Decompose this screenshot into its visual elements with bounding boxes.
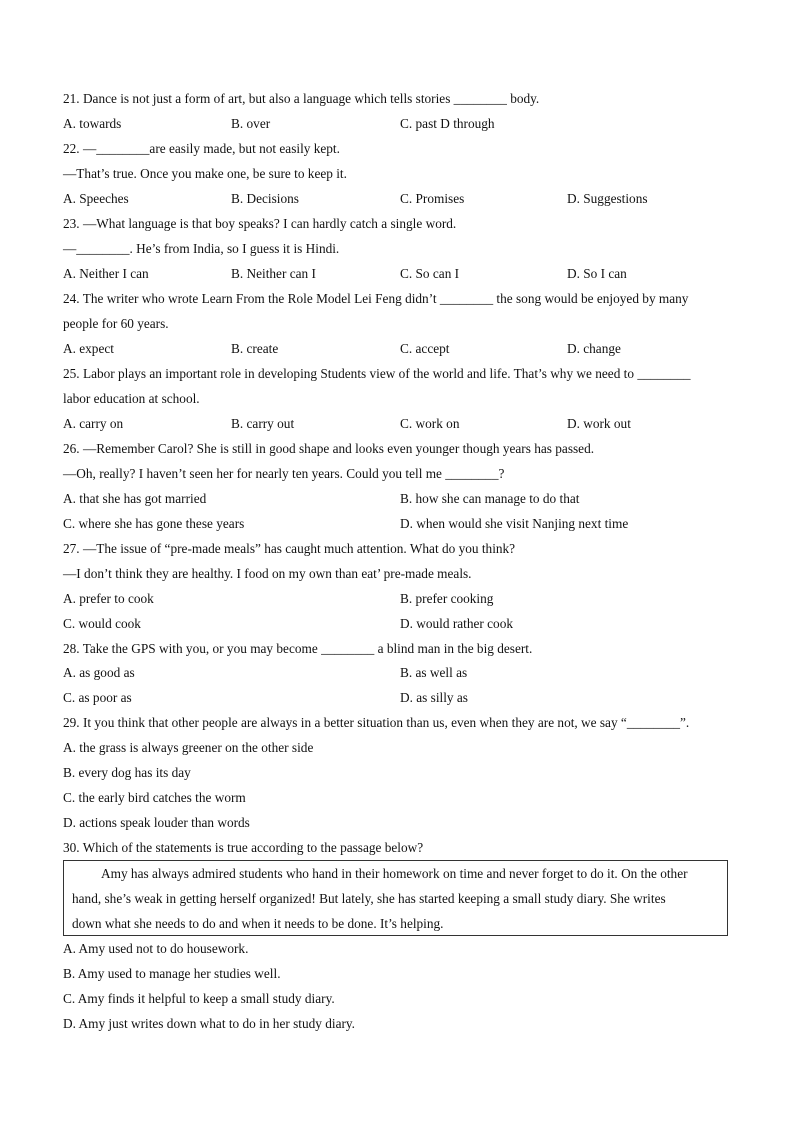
q28-stem: 28. Take the GPS with you, or you may become ________ a blind man in the big desert.: [63, 641, 533, 656]
q29-option-b: B. every dog has its day: [63, 765, 191, 780]
q29-option-d: D. actions speak louder than words: [63, 815, 250, 830]
q26-option-b: B. how she can manage to do that: [400, 491, 580, 506]
q27-stem-reply: —I don’t think they are healthy. I food on my own than eat’ pre-made meals.: [63, 566, 472, 581]
q24-option-b: B. create: [231, 341, 279, 356]
q26-option-d: D. when would she visit Nanjing next time: [400, 516, 629, 531]
q23-stem: 23. —What language is that boy speaks? I can hardly catch a single word.: [63, 216, 457, 231]
q30-option-a: A. Amy used not to do housework.: [63, 941, 249, 956]
q21-stem: 21. Dance is not just a form of art, but also a language which tells stories ________ body.: [63, 91, 540, 106]
q21-option-a: A. towards: [63, 116, 122, 131]
q24-stem: 24. The writer who wrote Learn From the Role Model Lei Feng didn’t ________ the song would be enjoyed by many: [63, 291, 689, 306]
q25-stem: 25. Labor plays an important role in developing Students view of the world and life. That’s why we need to ________: [63, 366, 691, 381]
q22-option-a: A. Speeches: [63, 191, 129, 206]
q25-option-a: A. carry on: [63, 416, 124, 431]
q28-option-d: D. as silly as: [400, 690, 468, 705]
passage-line: Amy has always admired students who hand in their homework on time and never forget to do it. On the other: [101, 866, 688, 881]
q25-option-d: D. work out: [567, 416, 631, 431]
q26-stem: 26. —Remember Carol? She is still in good shape and looks even younger though years has passed.: [63, 441, 595, 456]
q25-stem-cont: labor education at school.: [63, 391, 200, 406]
q27-option-b: B. prefer cooking: [400, 591, 494, 606]
q24-option-a: A. expect: [63, 341, 114, 356]
q23-option-b: B. Neither can I: [231, 266, 316, 281]
q22-option-d: D. Suggestions: [567, 191, 648, 206]
q29-option-c: C. the early bird catches the worm: [63, 790, 246, 805]
q21-option-b: B. over: [231, 116, 271, 131]
q29-stem: 29. It you think that other people are always in a better situation than us, even when they are not, we say “________”.: [63, 715, 690, 730]
q30-stem: 30. Which of the statements is true according to the passage below?: [63, 840, 424, 855]
q23-option-d: D. So I can: [567, 266, 627, 281]
q30-option-d: D. Amy just writes down what to do in her study diary.: [63, 1016, 356, 1031]
q23-option-a: A. Neither I can: [63, 266, 149, 281]
passage-box: [63, 860, 728, 936]
q22-option-c: C. Promises: [400, 191, 465, 206]
q29-option-a: A. the grass is always greener on the other side: [63, 740, 314, 755]
q22-stem: 22. —________are easily made, but not easily kept.: [63, 141, 340, 156]
q24-option-c: C. accept: [400, 341, 450, 356]
q28-option-b: B. as well as: [400, 665, 468, 680]
passage-line: hand, she’s weak in getting herself organized! But lately, she has started keeping a small study diary. She writes: [72, 891, 666, 906]
q24-stem-cont: people for 60 years.: [63, 316, 169, 331]
q23-stem-reply: —________. He’s from India, so I guess it is Hindi.: [63, 241, 340, 256]
q27-option-d: D. would rather cook: [400, 616, 513, 631]
q26-option-a: A. that she has got married: [63, 491, 207, 506]
q23-option-c: C. So can I: [400, 266, 460, 281]
q27-stem: 27. —The issue of “pre-made meals” has caught much attention. What do you think?: [63, 541, 516, 556]
q27-option-c: C. would cook: [63, 616, 141, 631]
q27-option-a: A. prefer to cook: [63, 591, 154, 606]
q26-option-c: C. where she has gone these years: [63, 516, 245, 531]
q22-stem-reply: —That’s true. Once you make one, be sure to keep it.: [63, 166, 347, 181]
q22-option-b: B. Decisions: [231, 191, 299, 206]
passage-line: down what she needs to do and when it needs to be done. It’s helping.: [72, 916, 444, 931]
q26-stem-reply: —Oh, really? I haven’t seen her for nearly ten years. Could you tell me ________?: [63, 466, 505, 481]
q21-option-c: C. past D through: [400, 116, 495, 131]
q28-option-a: A. as good as: [63, 665, 135, 680]
q25-option-c: C. work on: [400, 416, 460, 431]
q30-option-b: B. Amy used to manage her studies well.: [63, 966, 281, 981]
q25-option-b: B. carry out: [231, 416, 295, 431]
q28-option-c: C. as poor as: [63, 690, 132, 705]
q24-option-d: D. change: [567, 341, 621, 356]
q30-option-c: C. Amy finds it helpful to keep a small study diary.: [63, 991, 335, 1006]
